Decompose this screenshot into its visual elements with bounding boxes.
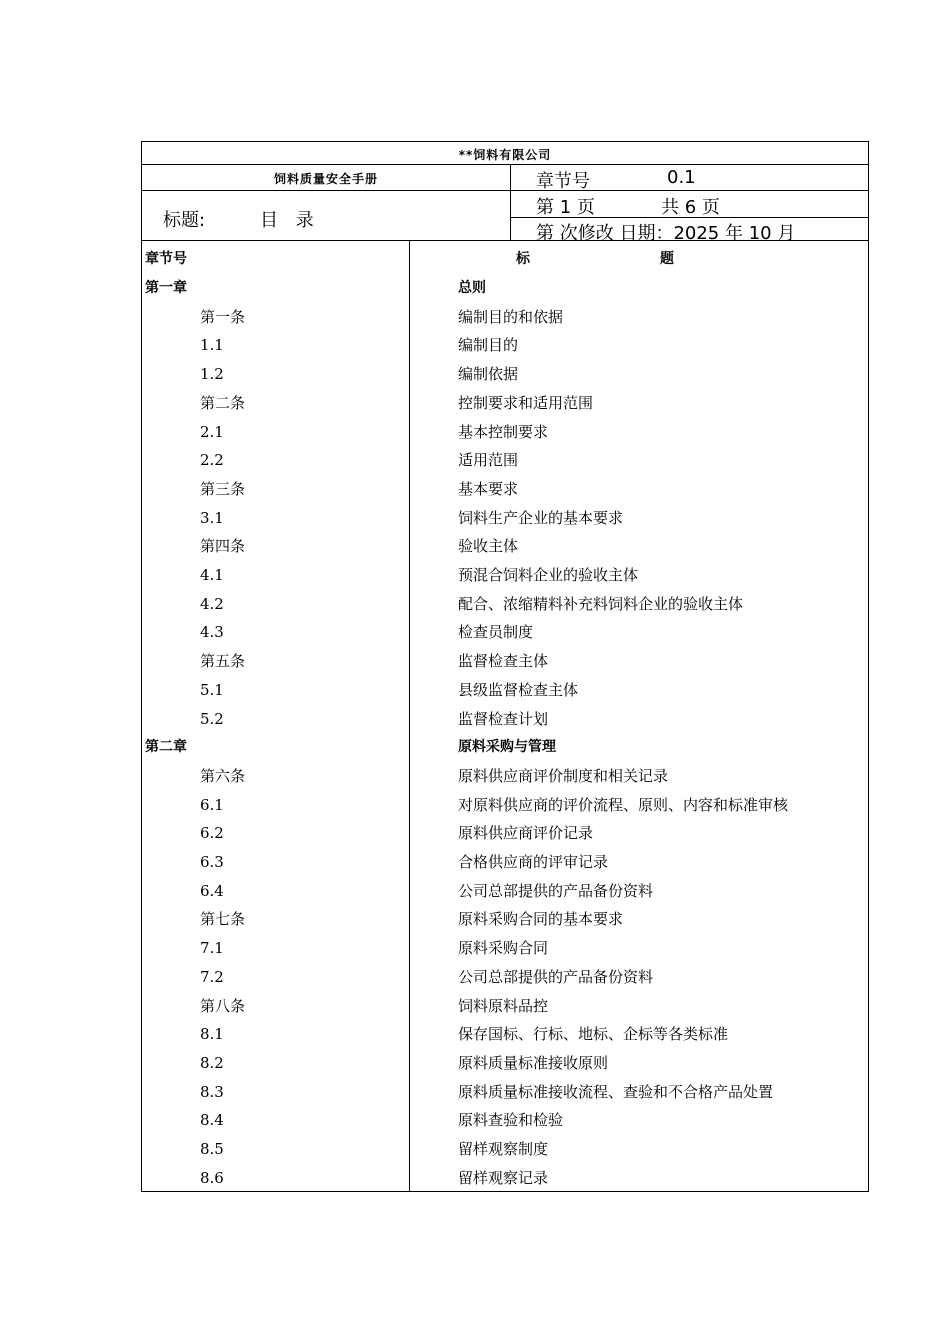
toc-number: 第五条 [200,652,246,671]
toc-row [142,1164,868,1193]
toc-number: 4.2 [200,594,224,613]
col-title-header-2: 题 [660,251,674,267]
toc-title: 编制依据 [458,365,519,384]
toc-number: 第一条 [200,307,246,326]
toc-chapter-row [142,274,868,303]
toc-row [142,848,868,877]
toc-number: 8.1 [200,1025,224,1044]
toc-title: 总则 [458,280,486,296]
col-number-header: 章节号 [145,251,187,267]
toc-number: 8.4 [200,1111,224,1130]
toc-row [142,1020,868,1049]
toc-number: 5.1 [200,680,224,699]
toc-row [142,418,868,447]
toc-title: 监督检查计划 [458,709,549,728]
revision-date: 第 次修改 日期：2025 年 10 月 [536,223,796,244]
toc-row [142,532,868,561]
toc-row [142,561,868,590]
header-divider [142,164,868,165]
toc-title: 原料供应商评价记录 [458,824,594,843]
toc-number: 第七条 [200,910,246,929]
toc-number: 4.3 [200,623,224,642]
toc-title: 对原料供应商的评价流程、原则、内容和标准审核 [458,795,789,814]
toc-title: 保存国标、行标、地标、企标等各类标准 [458,1025,729,1044]
toc-row [142,590,868,619]
toc-title: 饲料原料品控 [458,996,549,1015]
toc-number: 8.6 [200,1168,224,1187]
toc-title: 编制目的和依据 [458,307,564,326]
toc-row [142,1049,868,1078]
toc-row [142,1106,868,1135]
toc-table [141,241,869,1192]
toc-title: 原料质量标准接收流程、查验和不合格产品处置 [458,1082,774,1101]
toc-title: 县级监督检查主体 [458,680,579,699]
toc-number: 3.1 [200,508,224,527]
toc-number: 8.2 [200,1053,224,1072]
total-pages: 共 6 页 [661,197,720,218]
toc-number: 4.1 [200,566,224,584]
section-value: 0.1 [667,167,696,188]
toc-title: 公司总部提供的产品备份资料 [458,881,654,900]
toc-title: 检查员制度 [458,623,534,642]
toc-row [142,647,868,676]
toc-number: 第二条 [200,393,246,412]
toc-title: 原料查验和检验 [458,1111,564,1130]
toc-number: 2.1 [200,422,224,441]
toc-row [142,992,868,1021]
toc-title: 饲料生产企业的基本要求 [458,508,624,527]
toc-row [142,905,868,934]
toc-number: 第二章 [145,739,187,756]
toc-title: 编制目的 [458,336,519,355]
toc-number: 8.5 [200,1140,224,1158]
toc-row [142,676,868,705]
toc-title: 适用范围 [458,451,519,470]
toc-title: 原料采购合同的基本要求 [458,910,624,929]
toc-number: 第三条 [200,479,246,498]
manual-name: 饲料质量安全手册 [273,172,378,186]
toc-row [142,819,868,848]
header-divider-left [142,190,510,191]
col-title-header-1: 标 [516,251,530,267]
toc-row [142,934,868,963]
header-column-divider [510,164,511,241]
toc-number: 第六条 [200,766,246,785]
document-header [141,141,869,244]
toc-title: 基本要求 [458,479,519,498]
toc-row [142,475,868,504]
toc-row [142,791,868,820]
toc-row [142,762,868,791]
section-label: 章节号 [536,171,590,192]
toc-title: 原料采购与管理 [458,739,556,756]
toc-title: 原料采购合同 [458,939,549,958]
toc-title: 监督检查主体 [458,652,549,671]
toc-row [142,504,868,533]
toc-row [142,303,868,332]
toc-number: 第八条 [200,996,246,1015]
toc-number: 6.1 [200,795,224,814]
toc-title: 合格供应商的评审记录 [458,853,609,871]
toc-number: 1.1 [200,336,224,355]
toc-title: 留样观察制度 [458,1140,549,1158]
toc-row [142,618,868,647]
toc-number: 6.2 [200,824,224,843]
toc-title: 配合、浓缩精料补充料饲料企业的验收主体 [458,594,744,613]
toc-row [142,331,868,360]
toc-title: 公司总部提供的产品备份资料 [458,967,654,986]
toc-row [142,877,868,906]
company-name: **饲料有限公司 [458,148,552,162]
toc-number: 8.3 [200,1082,224,1101]
toc-number: 7.2 [200,967,224,986]
toc-number: 5.2 [200,709,224,728]
toc-header-row [142,245,868,274]
title-value: 目 录 [260,210,320,231]
toc-title: 预混合饲料企业的验收主体 [458,566,639,584]
toc-title: 原料质量标准接收原则 [458,1053,609,1072]
toc-title: 留样观察记录 [458,1168,549,1187]
toc-number: 6.4 [200,881,224,900]
toc-row [142,1078,868,1107]
toc-number: 第四条 [200,537,246,556]
toc-title: 基本控制要求 [458,422,549,441]
toc-number: 7.1 [200,939,224,958]
toc-title: 原料供应商评价制度和相关记录 [458,766,669,785]
toc-number: 第一章 [145,280,187,296]
toc-row [142,360,868,389]
toc-row [142,705,868,734]
toc-number: 6.3 [200,853,224,871]
toc-chapter-row [142,733,868,762]
toc-row [142,446,868,475]
toc-number: 2.2 [200,451,224,470]
toc-title: 验收主体 [458,537,519,556]
toc-row [142,1135,868,1164]
title-label: 标题: [163,210,206,231]
toc-row [142,389,868,418]
toc-row [142,963,868,992]
toc-number: 1.2 [200,365,224,384]
page-number: 第 1 页 [536,197,595,218]
toc-title: 控制要求和适用范围 [458,393,594,412]
